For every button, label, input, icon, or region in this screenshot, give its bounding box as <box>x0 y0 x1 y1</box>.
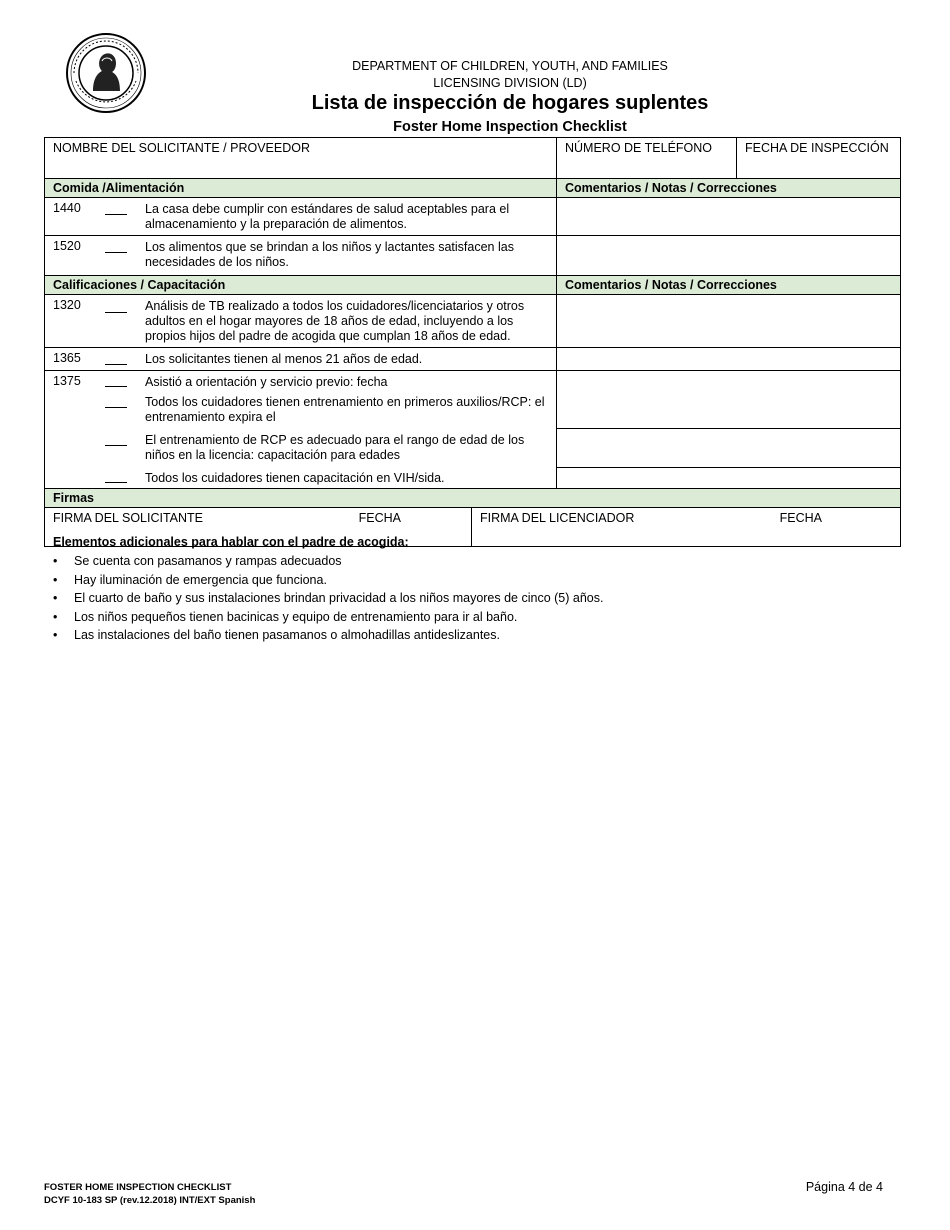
item-text: Todos los cuidadores tienen entrenamiento en primeros auxilios/RCP: el entrenamiento expira el <box>145 395 545 424</box>
state-seal-logo <box>66 33 146 113</box>
comments-header-qualifications: Comentarios / Notas / Correcciones <box>557 276 901 295</box>
list-item: • Los niños pequeños tienen bacinicas y equipo de entrenamiento para ir al baño. <box>53 608 893 627</box>
item-text: Asistió a orientación y servicio previo: fecha <box>145 375 388 389</box>
subitem-first-aid <box>45 391 556 429</box>
check-blank[interactable] <box>105 312 127 313</box>
additional-items-list <box>53 552 893 645</box>
check-blank[interactable] <box>105 364 127 365</box>
item-text: Los solicitantes tienen al menos 21 años de edad. <box>145 352 423 366</box>
additional-items-title: Elementos adicionales para hablar con el padre de acogida: <box>53 535 409 549</box>
division-name: LICENSING DIVISION (LD) <box>433 76 587 90</box>
page-title: Lista de inspección de hogares suplentes <box>311 92 709 114</box>
comment-cell[interactable] <box>557 236 901 276</box>
item-text: Todos los cuidadores tienen capacitación en VIH/sida. <box>145 471 445 485</box>
footer-form-info <box>44 1181 255 1207</box>
checklist-item-1520 <box>45 236 557 276</box>
checklist-item-1375 <box>45 371 557 489</box>
licensor-signature-label: FIRMA DEL LICENCIADOR <box>480 511 635 525</box>
section-title-food: Comida /Alimentación <box>45 179 557 198</box>
footer-form-number: DCYF 10-183 SP (rev.12.2018) INT/EXT Spanish <box>44 1195 256 1206</box>
section-title-signatures: Firmas <box>45 489 901 508</box>
list-item: • Las instalaciones del baño tienen pasamanos o almohadillas antideslizantes. <box>53 626 893 645</box>
comment-cell[interactable] <box>557 198 901 236</box>
list-item: • El cuarto de baño y sus instalaciones brindan privacidad a los niños mayores de cinco (5) años. <box>53 589 893 608</box>
check-blank[interactable] <box>105 407 127 408</box>
applicant-signature-label: FIRMA DEL SOLICITANTE <box>53 511 204 525</box>
check-blank[interactable] <box>105 445 127 446</box>
item-text: Los alimentos que se brindan a los niños y lactantes satisfacen las necesidades de los niños. <box>145 240 514 269</box>
list-item: • Hay iluminación de emergencia que funciona. <box>53 571 893 590</box>
item-text: Análisis de TB realizado a todos los cuidadores/licenciatarios y otros adultos en el hogar mayores de 18 años de edad, incluyendo a los propios hijos del padre de acogida que cumplan 18 años de edad. <box>145 299 525 343</box>
comment-cell[interactable] <box>557 468 900 488</box>
applicant-name-field[interactable] <box>45 138 557 179</box>
inspection-form <box>44 137 901 547</box>
inspection-date-field[interactable] <box>737 138 901 179</box>
department-header <box>200 58 820 92</box>
checklist-item-1320 <box>45 295 557 348</box>
applicant-name-label: NOMBRE DEL SOLICITANTE / PROVEEDOR <box>53 141 310 155</box>
section-title-qualifications: Calificaciones / Capacitación <box>45 276 557 295</box>
applicant-date-label: FECHA <box>358 511 401 525</box>
check-blank[interactable] <box>105 482 127 483</box>
comment-cell[interactable] <box>557 295 901 348</box>
check-blank[interactable] <box>105 214 127 215</box>
subitem-hiv <box>45 467 556 487</box>
comment-cell[interactable] <box>557 429 900 468</box>
comment-cell[interactable] <box>557 371 900 429</box>
page-number: Página 4 de 4 <box>805 1180 883 1194</box>
department-name: DEPARTMENT OF CHILDREN, YOUTH, AND FAMILIES <box>352 59 668 73</box>
phone-label: NÚMERO DE TELÉFONO <box>565 141 713 155</box>
checklist-item-1440 <box>45 198 557 236</box>
phone-field[interactable] <box>557 138 737 179</box>
list-item: • Se cuenta con pasamanos y rampas adecuados <box>53 552 893 571</box>
item-text: El entrenamiento de RCP es adecuado para el rango de edad de los niños en la licencia: capacitación para edades <box>145 433 525 462</box>
check-blank[interactable] <box>105 386 127 387</box>
licensor-date-label: FECHA <box>779 511 822 525</box>
subitem-cpr-age <box>45 429 556 467</box>
page-subtitle: Foster Home Inspection Checklist <box>393 119 627 135</box>
item-code: 1520 <box>53 239 81 253</box>
comment-cell-group <box>557 371 901 489</box>
checklist-item-1365 <box>45 348 557 371</box>
comment-cell[interactable] <box>557 348 901 371</box>
footer-form-name: FOSTER HOME INSPECTION CHECKLIST <box>44 1182 232 1193</box>
item-code: 1365 <box>53 351 81 365</box>
comments-header-food: Comentarios / Notas / Correcciones <box>557 179 901 198</box>
item-code: 1375 <box>53 374 81 388</box>
check-blank[interactable] <box>105 252 127 253</box>
item-text: La casa debe cumplir con estándares de salud aceptables para el almacenamiento y la preparación de alimentos. <box>145 202 510 231</box>
item-code: 1320 <box>53 298 81 312</box>
additional-items <box>53 535 893 645</box>
inspection-date-label: FECHA DE INSPECCIÓN <box>745 141 889 155</box>
subitem-orientation <box>45 371 556 391</box>
item-code: 1440 <box>53 201 81 215</box>
